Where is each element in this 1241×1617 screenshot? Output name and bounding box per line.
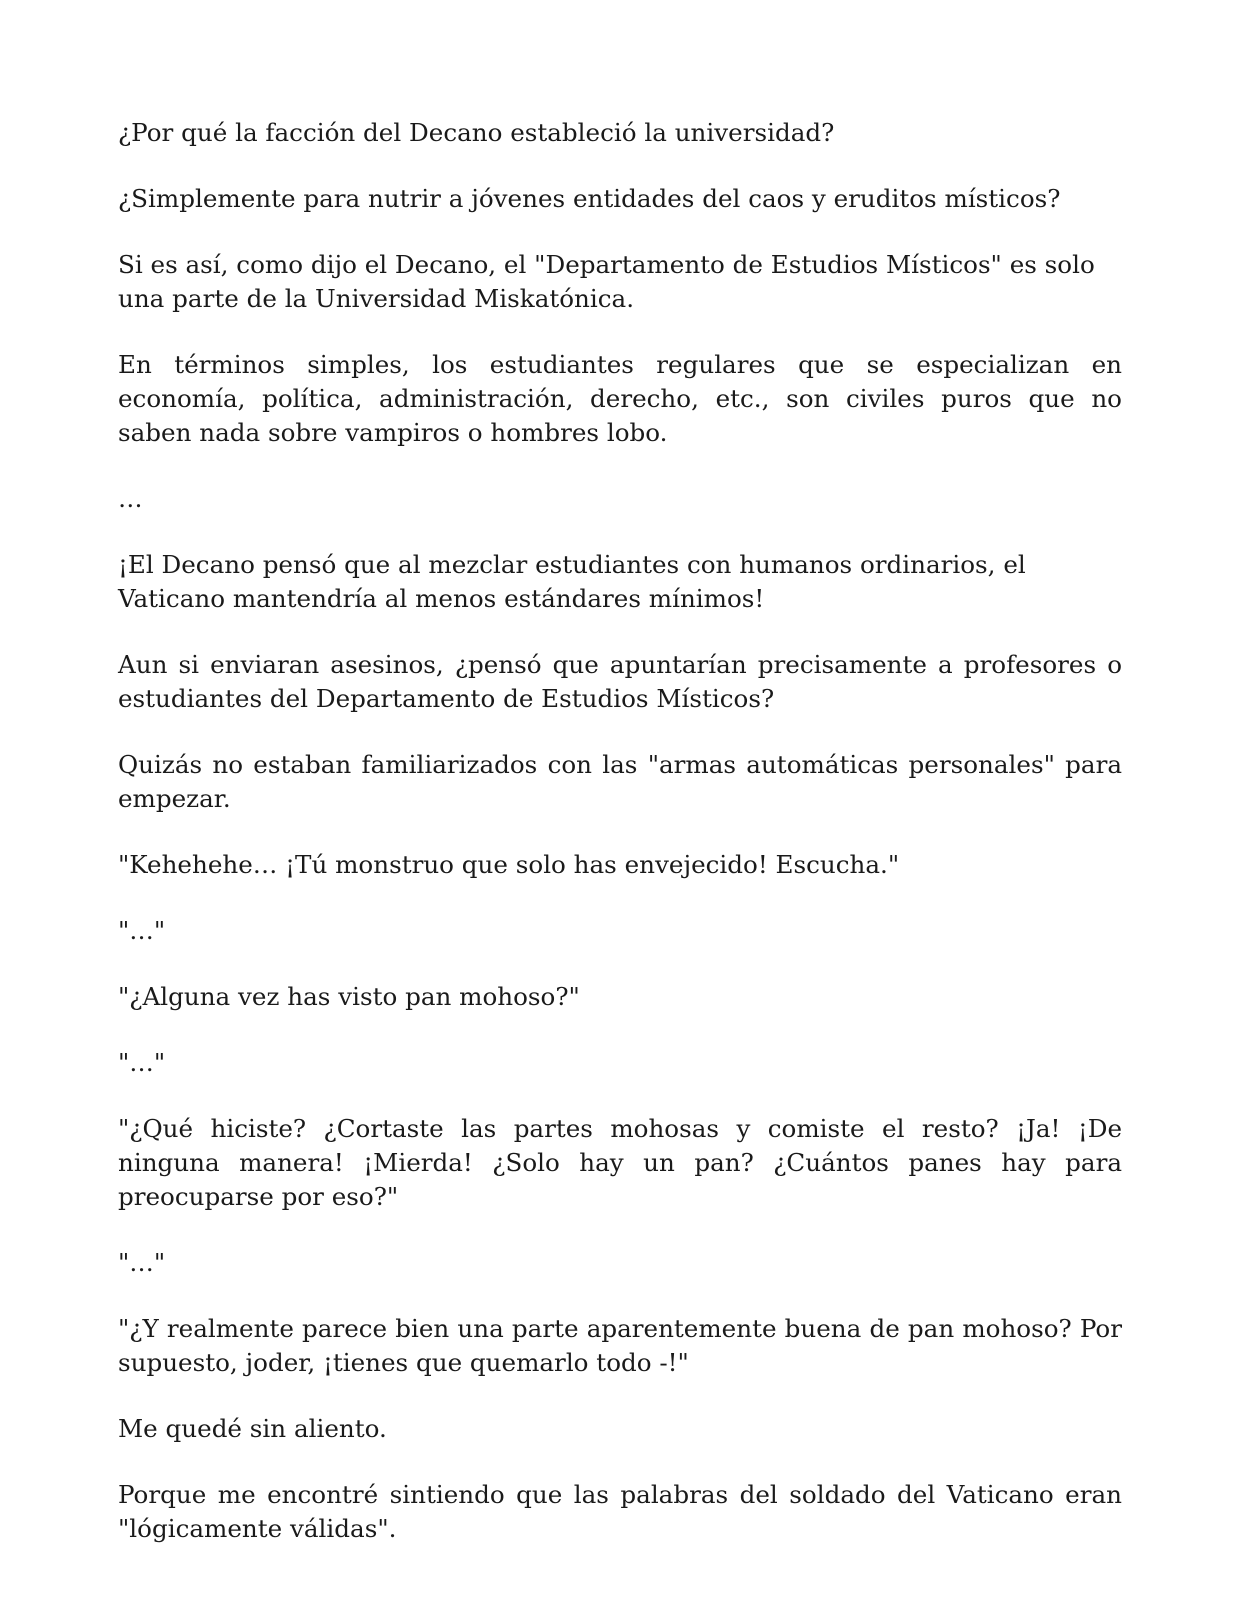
paragraph-ellipsis: … [118, 484, 143, 513]
paragraph: Quizás no estaban familiarizados con las "armas automáticas personales" para empezar. [118, 750, 1122, 813]
paragraph: En términos simples, los estudiantes regulares que se especializan en economía, política, administración, derecho, etc., son civiles puros que no saben nada sobre vampiros o hombres lobo. [118, 350, 1122, 447]
dialogue-line: "¿Alguna vez has visto pan mohoso?" [118, 982, 580, 1011]
paragraph: Porque me encontré sintiendo que las palabras del soldado del Vaticano eran "lógicamente válidas". [118, 1480, 1122, 1543]
dialogue-line: "…" [118, 916, 166, 945]
paragraph: Aun si enviaran asesinos, ¿pensó que apuntarían precisamente a profesores o estudiantes del Departamento de Estudios Místicos? [118, 650, 1122, 713]
paragraph: Si es así, como dijo el Decano, el "Departamento de Estudios Místicos" es solo una parte de la Universidad Miskatónica. [118, 250, 1095, 313]
dialogue-line: "¿Qué hiciste? ¿Cortaste las partes mohosas y comiste el resto? ¡Ja! ¡De ninguna manera! ¡Mierda! ¿Solo hay un pan? ¿Cuántos panes hay para preocuparse por eso?" [118, 1114, 1122, 1211]
dialogue-line: "¿Y realmente parece bien una parte aparentemente buena de pan mohoso? Por supuesto, joder, ¡tienes que quemarlo todo -!" [118, 1314, 1122, 1377]
paragraph: Me quedé sin aliento. [118, 1414, 387, 1443]
dialogue-line: "…" [118, 1048, 166, 1077]
document-body [118, 116, 1122, 1578]
dialogue-line: "Kehehehe… ¡Tú monstruo que solo has envejecido! Escucha." [118, 850, 900, 879]
paragraph: ¿Por qué la facción del Decano estableció la universidad? [118, 118, 835, 147]
dialogue-line: "…" [118, 1248, 166, 1277]
paragraph: ¡El Decano pensó que al mezclar estudiantes con humanos ordinarios, el Vaticano mantendría al menos estándares mínimos! [118, 550, 1026, 613]
paragraph: ¿Simplemente para nutrir a jóvenes entidades del caos y eruditos místicos? [118, 184, 1061, 213]
